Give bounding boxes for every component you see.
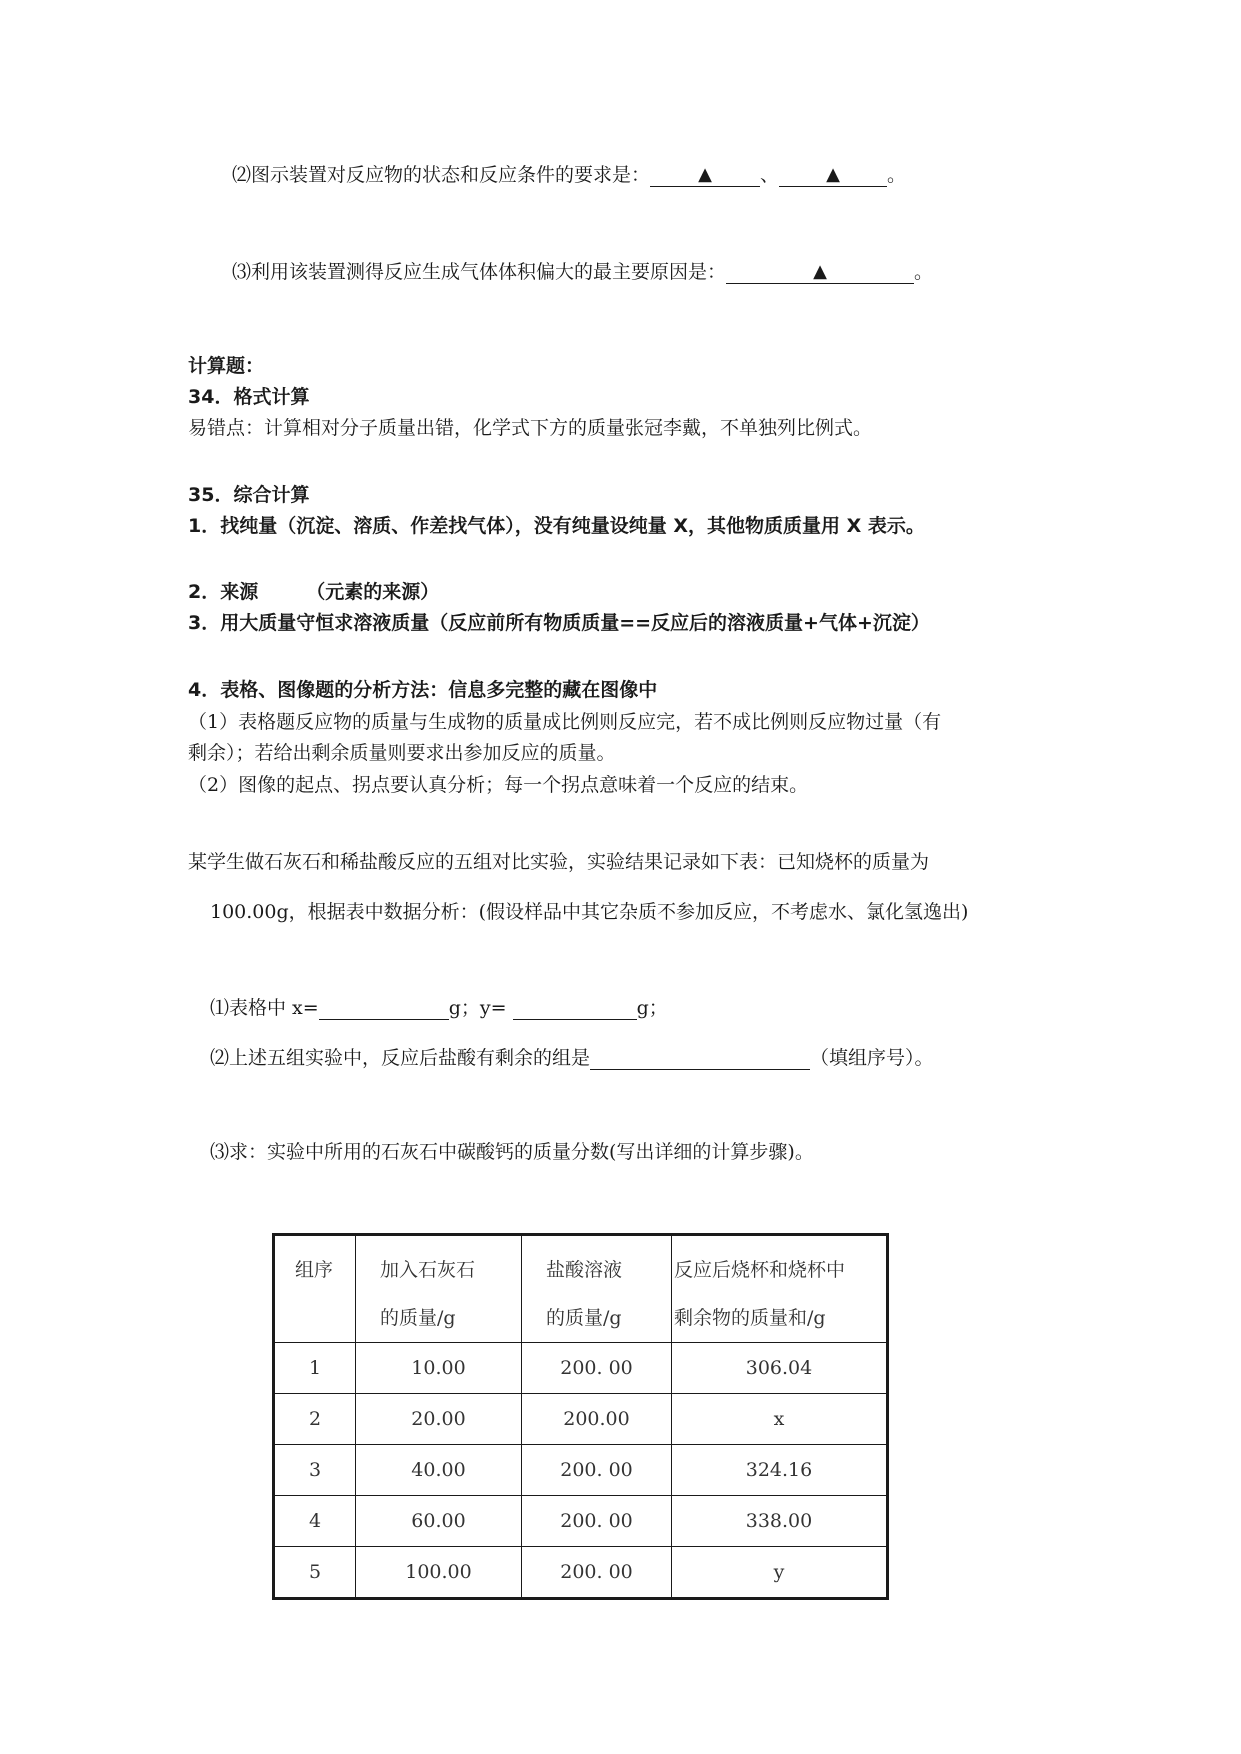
triangle-marker-icon: ▲ bbox=[826, 164, 840, 185]
problem-q1 bbox=[210, 996, 668, 1020]
header-result-line1: 反应后烧杯和烧杯中 bbox=[674, 1259, 846, 1281]
table-cell: 200.00 bbox=[522, 1394, 672, 1445]
table-cell: 1 bbox=[274, 1343, 356, 1394]
q35-item1: 1．找纯量（沉淀、溶质、作差找气体），没有纯量设纯量 X，其他物质质量用 X 表示。 bbox=[188, 515, 925, 537]
table-cell: 4 bbox=[274, 1496, 356, 1547]
question-part3 bbox=[232, 260, 933, 284]
table-cell: 10.00 bbox=[356, 1343, 522, 1394]
table-row bbox=[274, 1496, 888, 1547]
problem-q1-y: g；y= bbox=[448, 997, 507, 1019]
q35-title: 35．综合计算 bbox=[188, 484, 310, 506]
table-cell: 40.00 bbox=[356, 1445, 522, 1496]
table-cell: 3 bbox=[274, 1445, 356, 1496]
section-heading: 计算题： bbox=[188, 355, 265, 377]
table-cell: 100.00 bbox=[356, 1547, 522, 1599]
table-cell: 338.00 bbox=[672, 1496, 888, 1547]
period: 。 bbox=[914, 261, 934, 283]
problem-intro-line1: 某学生做石灰石和稀盐酸反应的五组对比实验，实验结果记录如下表：已知烧杯的质量为 bbox=[188, 851, 930, 873]
q35-item2-detail: （元素的来源） bbox=[306, 581, 440, 603]
header-group-label: 组序 bbox=[295, 1259, 334, 1281]
q34-title: 34．格式计算 bbox=[188, 386, 310, 408]
problem-q2 bbox=[210, 1046, 934, 1070]
experiment-table bbox=[272, 1233, 889, 1600]
table-cell: 5 bbox=[274, 1547, 356, 1599]
table-cell: 2 bbox=[274, 1394, 356, 1445]
q35-item4: 4．表格、图像题的分析方法：信息多完整的藏在图像中 bbox=[188, 679, 658, 701]
header-limestone-line1: 加入石灰石 bbox=[380, 1259, 476, 1281]
q35-point2: （2）图像的起点、拐点要认真分析；每一个拐点意味着一个反应的结束。 bbox=[188, 774, 809, 796]
q35-point1-line2: 剩余）；若给出剩余质量则要求出参加反应的质量。 bbox=[188, 742, 616, 764]
table-cell: x bbox=[672, 1394, 888, 1445]
question-part3-text: ⑶利用该装置测得反应生成气体体积偏大的最主要原因是： bbox=[232, 261, 727, 283]
table-cell: 200. 00 bbox=[522, 1445, 672, 1496]
q35-item3: 3．用大质量守恒求溶液质量（反应前所有物质质量==反应后的溶液质量+气体+沉淀） bbox=[188, 612, 930, 634]
header-result-line2: 剩余物的质量和/g bbox=[674, 1307, 826, 1329]
header-acid-line1: 盐酸溶液 bbox=[546, 1259, 623, 1281]
table-row bbox=[274, 1394, 888, 1445]
problem-q2-text: ⑵上述五组实验中，反应后盐酸有剩余的组是 bbox=[210, 1047, 591, 1069]
header-acid bbox=[522, 1235, 672, 1343]
problem-q3: ⑶求：实验中所用的石灰石中碳酸钙的质量分数(写出详细的计算步骤)。 bbox=[210, 1141, 814, 1163]
q35-item2-label: 2．来源 bbox=[188, 581, 259, 603]
table-cell: 20.00 bbox=[356, 1394, 522, 1445]
table-row bbox=[274, 1445, 888, 1496]
problem-intro-line2: 100.00g，根据表中数据分析：(假设样品中其它杂质不参加反应，不考虑水、氯化氢逸出) bbox=[210, 901, 969, 923]
triangle-marker-icon: ▲ bbox=[813, 261, 827, 282]
question-part2-text: ⑵图示装置对反应物的状态和反应条件的要求是： bbox=[232, 164, 651, 186]
table-cell: 60.00 bbox=[356, 1496, 522, 1547]
table-header-row bbox=[274, 1235, 888, 1343]
problem-q2-end: （填组序号）。 bbox=[810, 1047, 934, 1069]
period: 。 bbox=[887, 164, 907, 186]
question-part2 bbox=[232, 163, 906, 187]
triangle-marker-icon: ▲ bbox=[698, 164, 712, 185]
header-limestone bbox=[356, 1235, 522, 1343]
header-result bbox=[672, 1235, 888, 1343]
header-group bbox=[274, 1235, 356, 1343]
q34-note: 易错点：计算相对分子质量出错，化学式下方的质量张冠李戴，不单独列比例式。 bbox=[188, 417, 873, 439]
q35-item2 bbox=[188, 580, 439, 604]
answer-group-blank[interactable] bbox=[590, 1047, 810, 1070]
header-acid-line2: 的质量/g bbox=[546, 1307, 622, 1329]
table-row bbox=[274, 1343, 888, 1394]
problem-q1-text: ⑴表格中 x= bbox=[210, 997, 319, 1019]
table-row bbox=[274, 1547, 888, 1599]
answer-y-blank[interactable] bbox=[513, 997, 637, 1020]
answer-x-blank[interactable] bbox=[319, 997, 449, 1020]
table-cell: y bbox=[672, 1547, 888, 1599]
table-cell: 306.04 bbox=[672, 1343, 888, 1394]
answer-blank-3[interactable] bbox=[726, 261, 914, 284]
separator: 、 bbox=[760, 164, 780, 186]
answer-blank-1[interactable] bbox=[650, 164, 760, 187]
q35-point1-line1: （1）表格题反应物的质量与生成物的质量成比例则反应完，若不成比例则反应物过量（有 bbox=[188, 711, 942, 733]
table-cell: 324.16 bbox=[672, 1445, 888, 1496]
table-cell: 200. 00 bbox=[522, 1343, 672, 1394]
table-cell: 200. 00 bbox=[522, 1547, 672, 1599]
header-limestone-line2: 的质量/g bbox=[380, 1307, 456, 1329]
table-cell: 200. 00 bbox=[522, 1496, 672, 1547]
problem-q1-end: g； bbox=[636, 997, 668, 1019]
answer-blank-2[interactable] bbox=[779, 164, 887, 187]
